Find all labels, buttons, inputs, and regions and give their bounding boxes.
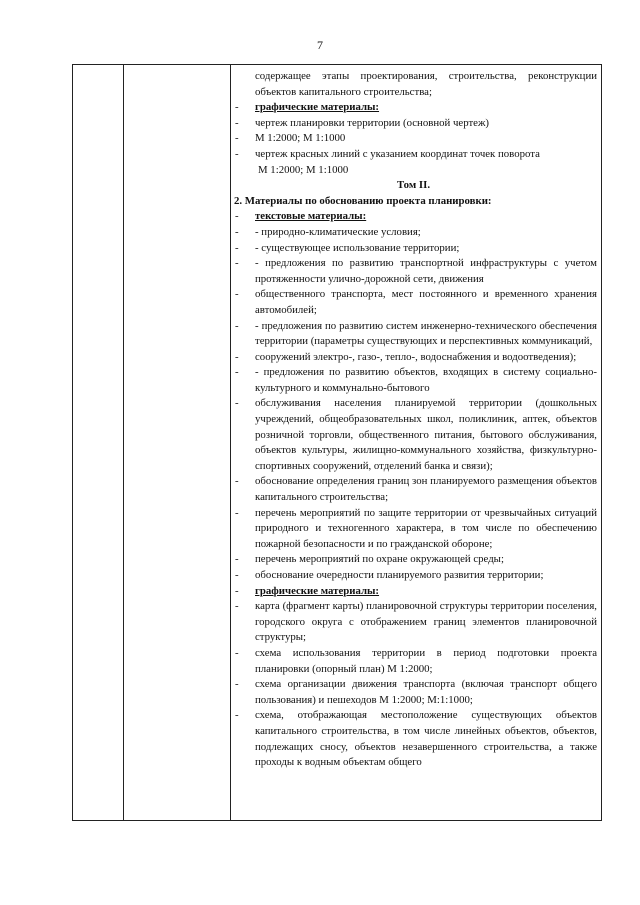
list-item-text: чертеж планировки территории (основной чертеж) (255, 116, 490, 129)
list-item (230, 506, 601, 553)
bullet-dash: - (235, 506, 239, 519)
list-item (230, 599, 601, 646)
list-item (230, 116, 601, 132)
bullet-dash: - (235, 225, 239, 238)
bullet-dash: - (235, 210, 239, 223)
section-heading (230, 194, 601, 210)
page-number: 7 (317, 38, 323, 52)
list-item-text: текстовые материалы: (255, 210, 367, 223)
list-item (230, 365, 601, 396)
list-item-text: графические материалы: (255, 101, 380, 114)
bullet-dash: - (235, 646, 239, 659)
list-item (230, 319, 601, 350)
bullet-dash: - (235, 678, 239, 691)
list-item-text: перечень мероприятий по охране окружающей среды; (255, 553, 504, 566)
list-item (230, 350, 601, 366)
list-item-text: общественного транспорта, мест постоянного и временного хранения автомобилей; (255, 288, 597, 316)
bullet-dash: - (235, 147, 239, 160)
list-item (230, 552, 601, 568)
list-item-text: обоснование очередности планируемого развития территории; (255, 569, 544, 581)
list-item-text: 2. Материалы по обоснованию проекта планировки: (234, 194, 492, 207)
bullet-dash: - (235, 319, 239, 332)
list-item (230, 256, 601, 287)
bullet-dash: - (235, 366, 239, 379)
list-item-text: схема, отображающая местоположение существующих объектов капитального строительства, в том числе линейных объектов, объектов, подлежащих сносу, объектов незавершенного строительства, а также проходы к водным объектам общего (255, 709, 597, 769)
bullet-dash: - (235, 350, 239, 363)
bullet-dash: - (235, 600, 239, 613)
column-divider-1 (123, 65, 124, 820)
list-item-text: - предложения по развитию объектов, входящих в систему социально-культурного и коммунально-бытового (255, 366, 597, 394)
table-content-cell (230, 65, 601, 820)
list-item-text: схема использования территории в период подготовки проекта планировки (опорный план) М 1:2000; (255, 646, 597, 675)
list-item (230, 474, 601, 505)
list-item-text: перечень мероприятий по защите территории от чрезвычайных ситуаций природного и техногенного характера, в том числе по обеспечению пожарной безопасности и по гражданской обороне; (255, 506, 597, 550)
document-table (72, 64, 602, 821)
list-item-text: Том II. (396, 179, 431, 192)
list-item-text: - существующее использование территории; (255, 241, 460, 254)
bullet-dash: - (235, 397, 239, 410)
bullet-dash: - (235, 709, 239, 722)
bullet-dash: - (235, 553, 239, 566)
list-item (230, 241, 601, 257)
list-item (230, 163, 601, 179)
list-item-text: - предложения по развитию транспортной инфраструктуры с учетом протяженности улично-дорожной сети, движения (255, 257, 597, 285)
list-item-text: обоснование определения границ зон планируемого размещения объектов капитального строительства; (255, 475, 597, 504)
bullet-dash: - (235, 257, 239, 270)
bullet-dash: - (235, 288, 239, 301)
bullet-dash: - (235, 584, 239, 597)
list-item-text: - предложения по развитию систем инженерно-технического обеспечения территории (параметры существующих и перспективных коммуникаций, (255, 319, 597, 348)
volume-title (230, 178, 601, 194)
list-item (230, 209, 601, 225)
bullet-dash: - (235, 241, 239, 254)
list-item (230, 287, 601, 318)
list-item (230, 568, 601, 584)
list-item (230, 646, 601, 677)
list-item-text: обслуживания населения планируемой территории (дошкольных учреждений, общеобразовательных школ, поликлиник, аптек, объектов розничной торговли, общественного питания, бытового обслуживания, объектов культуры, жилищно-коммунального хозяйства, физкультурно-спортивных сооружений, отделений банка и связи); (255, 397, 597, 472)
list-item (230, 69, 601, 100)
list-item-text: чертеж красных линий с указанием координат точек поворота (255, 147, 540, 160)
bullet-dash: - (235, 132, 239, 145)
list-item-text: карта (фрагмент карты) планировочной структуры территории поселения, городского округа с отображением границ элементов планировочной структуры; (255, 600, 597, 644)
list-item-text: - природно-климатические условия; (255, 225, 421, 238)
list-item (230, 677, 601, 708)
list-item-text: графические материалы: (255, 584, 380, 597)
list-item (230, 708, 601, 770)
list-item (230, 147, 601, 163)
bullet-dash: - (235, 101, 239, 114)
list-item-text: М 1:2000; М 1:1000 (258, 163, 349, 176)
list-item (230, 100, 601, 116)
list-item (230, 131, 601, 147)
list-item-text: содержащее этапы проектирования, строительства, реконструкции объектов капитального строительства; (255, 70, 597, 98)
list-item (230, 396, 601, 474)
list-item (230, 225, 601, 241)
bullet-dash: - (235, 569, 239, 581)
list-item-text: схема организации движения транспорта (включая транспорт общего пользования) и пешеходов М 1:2000; М:1:1000; (255, 678, 597, 706)
bullet-dash: - (235, 116, 239, 129)
list-item (230, 584, 601, 600)
bullet-dash: - (235, 475, 239, 488)
list-item-text: М 1:2000; М 1:1000 (255, 132, 346, 145)
list-item-text: сооружений электро-, газо-, тепло-, водоснабжения и водоотведения); (255, 350, 577, 363)
